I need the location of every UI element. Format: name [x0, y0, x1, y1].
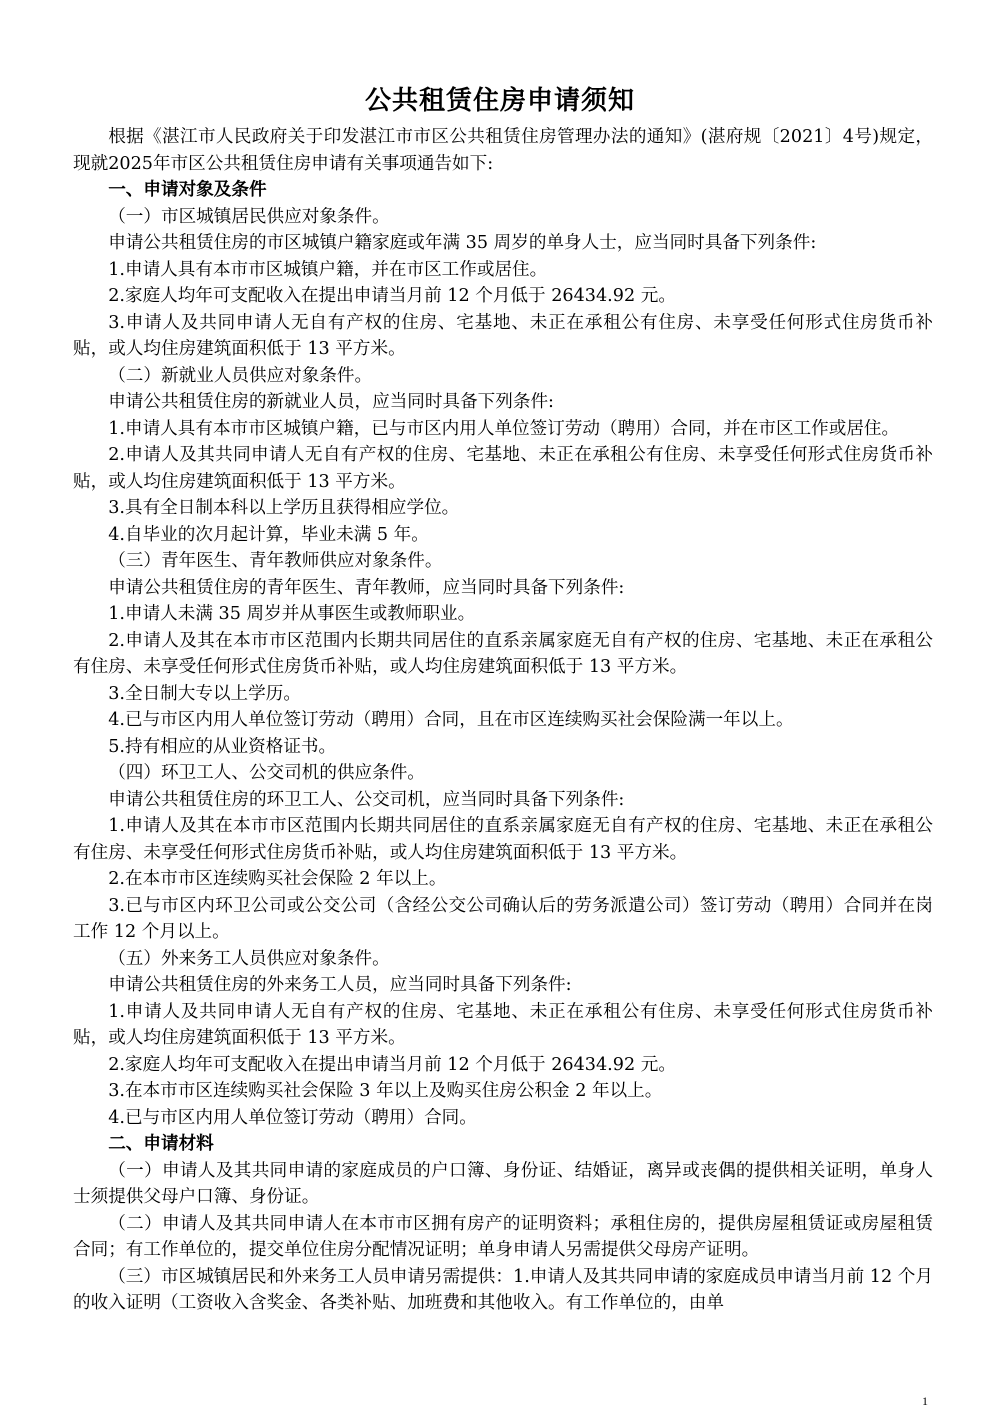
subsection-heading: （三）青年医生、青年教师供应对象条件。	[108, 551, 443, 571]
body-paragraph: 1.申请人及共同申请人无自有产权的住房、宅基地、未正在承租公有住房、未享受任何形式住房货币补贴，或人均住房建筑面积低于 13 平方米。	[73, 1001, 933, 1048]
body-paragraph: 3.全日制大专以上学历。	[108, 683, 301, 704]
section-heading: 二、申请材料	[108, 1134, 214, 1154]
subsection-heading: （五）外来务工人员供应对象条件。	[108, 948, 390, 969]
subsection-heading: （二）新就业人员供应对象条件。	[108, 365, 373, 386]
document-body	[73, 124, 933, 1317]
body-paragraph: 申请公共租赁住房的环卫工人、公交司机，应当同时具备下列条件:	[108, 789, 625, 810]
body-paragraph: 4.已与市区内用人单位签订劳动（聘用）合同，且在市区连续购买社会保险满一年以上。	[108, 710, 794, 730]
body-paragraph: （三）市区城镇居民和外来务工人员申请另需提供：1.申请人及其共同申请的家庭成员申请当月前 12 个月的收入证明（工资收入含奖金、各类补贴、加班费和其他收入。有工作单位的，由单	[73, 1266, 933, 1313]
page-number: 1	[922, 1394, 928, 1408]
body-paragraph: 1.申请人具有本市市区城镇户籍，已与市区内用人单位签订劳动（聘用）合同，并在市区工作或居住。	[108, 418, 900, 439]
body-paragraph: 2.申请人及其共同申请人无自有产权的住房、宅基地、未正在承租公有住房、未享受任何形式住房货币补贴，或人均住房建筑面积低于 13 平方米。	[73, 445, 933, 492]
body-paragraph: 4.自毕业的次月起计算，毕业未满 5 年。	[108, 524, 429, 545]
body-paragraph: 申请公共租赁住房的青年医生、青年教师，应当同时具备下列条件:	[108, 577, 625, 598]
body-paragraph: （一）申请人及其共同申请的家庭成员的户口簿、身份证、结婚证，离异或丧偶的提供相关证明，单身人士须提供父母户口簿、身份证。	[73, 1160, 933, 1207]
section-heading: 一、申请对象及条件	[108, 180, 267, 200]
body-paragraph: 2.家庭人均年可支配收入在提出申请当月前 12 个月低于 26434.92 元。	[108, 1054, 676, 1075]
body-paragraph: （二）申请人及其共同申请人在本市市区拥有房产的证明资料；承租住房的，提供房屋租赁证或房屋租赁合同；有工作单位的，提交单位住房分配情况证明；单身申请人另需提供父母房产证明。	[73, 1213, 933, 1260]
body-paragraph: 3.具有全日制本科以上学历且获得相应学位。	[108, 498, 460, 518]
body-paragraph: 5.持有相应的从业资格证书。	[108, 736, 337, 757]
body-paragraph: 1.申请人未满 35 周岁并从事医生或教师职业。	[108, 604, 476, 624]
body-paragraph: 2.在本市市区连续购买社会保险 2 年以上。	[108, 869, 447, 889]
body-paragraph: 申请公共租赁住房的新就业人员，应当同时具备下列条件:	[108, 392, 554, 412]
subsection-heading: （一）市区城镇居民供应对象条件。	[108, 206, 390, 227]
body-paragraph: 1.申请人及其在本市市区范围内长期共同居住的直系亲属家庭无自有产权的住房、宅基地、未正在承租公有住房、未享受任何形式住房货币补贴，或人均住房建筑面积低于 13 平方米。	[73, 816, 933, 863]
body-paragraph: 2.申请人及其在本市市区范围内长期共同居住的直系亲属家庭无自有产权的住房、宅基地、未正在承租公有住房、未享受任何形式住房货币补贴，或人均住房建筑面积低于 13 平方米。	[73, 630, 933, 677]
body-paragraph: 3.申请人及共同申请人无自有产权的住房、宅基地、未正在承租公有住房、未享受任何形式住房货币补贴，或人均住房建筑面积低于 13 平方米。	[73, 312, 933, 359]
subsection-heading: （四）环卫工人、公交司机的供应条件。	[108, 763, 425, 783]
body-paragraph: 2.家庭人均年可支配收入在提出申请当月前 12 个月低于 26434.92 元。	[108, 286, 676, 306]
body-paragraph: 1.申请人具有本市市区城镇户籍，并在市区工作或居住。	[108, 259, 548, 280]
body-paragraph: 3.已与市区内环卫公司或公交公司（含经公交公司确认后的劳务派遣公司）签订劳动（聘用）合同并在岗工作 12 个月以上。	[73, 895, 933, 942]
body-paragraph: 4.已与市区内用人单位签订劳动（聘用）合同。	[108, 1107, 477, 1128]
body-paragraph: 申请公共租赁住房的外来务工人员，应当同时具备下列条件:	[108, 975, 572, 995]
document-title: 公共租赁住房申请须知	[364, 86, 635, 116]
body-paragraph: 申请公共租赁住房的市区城镇户籍家庭或年满 35 周岁的单身人士，应当同时具备下列条件:	[108, 233, 817, 253]
body-paragraph: 3.在本市市区连续购买社会保险 3 年以上及购买住房公积金 2 年以上。	[108, 1081, 663, 1101]
body-paragraph: 根据《湛江市人民政府关于印发湛江市市区公共租赁住房管理办法的通知》(湛府规〔2021〕4号)规定，现就2025年市区公共租赁住房申请有关事项通告如下:	[73, 127, 933, 174]
